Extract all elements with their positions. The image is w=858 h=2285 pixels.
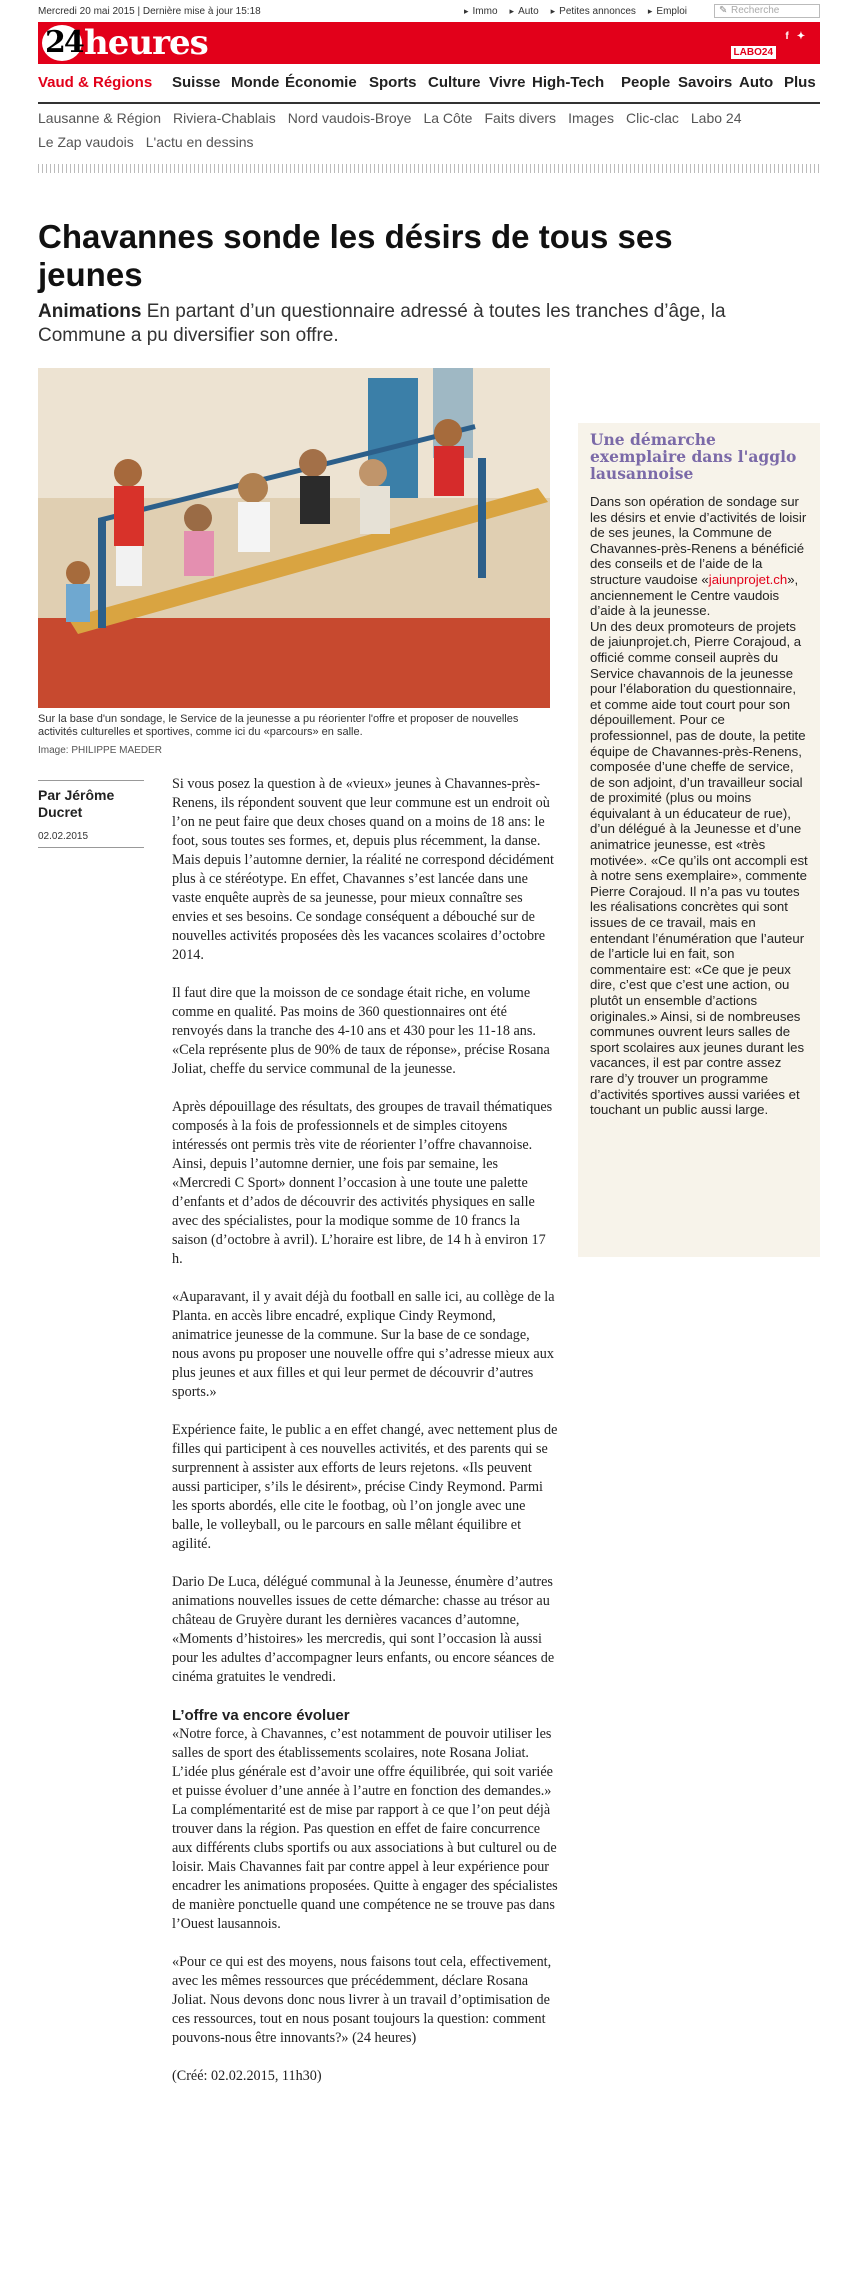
nav-high-tech[interactable]: High-Tech (532, 74, 605, 91)
subnav-images[interactable]: Images (568, 110, 614, 126)
article-title: Chavannes sonde les désirs de tous ses jeunes (38, 218, 673, 293)
article-date: 02.02.2015 (38, 831, 89, 842)
nav-plus[interactable]: Plus (784, 74, 816, 91)
social-links (782, 32, 806, 42)
nav-monde[interactable]: Monde (231, 74, 280, 91)
nav-vaud-regions[interactable]: Vaud & Régions (38, 74, 153, 91)
sidebar-text-intro: Dans son opération de sondage sur les désirs et envie d’activités de loisir de ses jeunes, la Commune de Chavannes-près-Renens a bénéficié des conseils et de l’aide de la structure vaudoise « (590, 494, 807, 587)
brand-bar (38, 22, 820, 64)
utility-link-immo[interactable]: ▸ Immo (464, 6, 498, 17)
twitter-icon[interactable]: ✦ (796, 31, 806, 42)
sidebar-text-after-link: », anciennement le Centre vaudois d’aide à la jeunesse. (590, 571, 799, 619)
subnav-clic-clac[interactable]: Clic-clac (625, 110, 679, 126)
article-lead-text: En partant d’un questionnaire adressé à toutes les tranches d’âge, la Commune a pu diversifier son offre. (38, 301, 726, 346)
utility-bar (38, 4, 820, 20)
utility-link-auto[interactable]: ▸ Auto (510, 6, 539, 17)
nav-people[interactable]: People (621, 74, 671, 91)
article-lead (38, 300, 778, 348)
photo-credit: Image: PHILIPPE MAEDER (38, 745, 162, 756)
article-subhead: L’offre va encore évoluer (172, 1707, 350, 1724)
utility-link-petites-annonces[interactable]: ▸ Petites annonces (551, 6, 636, 17)
facebook-icon[interactable]: f (785, 31, 789, 42)
site-logo[interactable] (42, 24, 208, 62)
logo-word: heures (84, 23, 208, 63)
subnav-actu-dessins[interactable]: L'actu en dessins (145, 134, 254, 150)
sidebar-box (578, 423, 820, 1257)
author-divider (38, 847, 144, 848)
nav-vivre[interactable]: Vivre (489, 74, 526, 91)
article-paragraph: «Auparavant, il y avait déjà du football en salle ici, au collège de la Planta. en accès libre encadré, explique Cindy Reymond, animatrice jeunesse de la commune. Sur la base de ce sondage, nous avons pu proposer une nouvelle offre qui s’adresse mieux aux plus jeunes et aux filles et qui leur permet de découvrir d’autres sports.» (172, 1289, 555, 1400)
utility-link-emploi[interactable]: ▸ Emploi (648, 6, 687, 17)
sidebar-title: Une démarche exemplaire dans l'agglo lausannoise (590, 430, 797, 483)
section-divider (38, 164, 820, 173)
article-photo[interactable] (38, 368, 550, 708)
nav-savoirs[interactable]: Savoirs (678, 74, 733, 91)
subnav-lausanne-region[interactable]: Lausanne & Région (38, 110, 161, 126)
nav-auto[interactable]: Auto (739, 74, 774, 91)
article-created: (Créé: 02.02.2015, 11h30) (172, 2068, 322, 2084)
article-paragraph: «Notre force, à Chavannes, c’est notamment de pouvoir utiliser les salles de sport des établissements scolaires, note Rosana Joliat. L’idée plus générale est d’avoir une offre équilibrée, qui soit variée et puisse évoluer d’une année à l’autre en fonction des demandes.» La complémentarité est de mise par rapport à ce que l’on peut déjà trouver dans la région. Pas question en effet de faire concurrence aux différents clubs sportifs ou aux associations à but culturel ou de loisir. Mais Chavannes fait par contre appel à leur expérience pour encadrer les animations proposées. Quitte à engager des spécialistes de manière ponctuelle quand une compétence ne se trouve pas dans l’Ouest lausannois. (172, 1726, 558, 1932)
pencil-icon: ✎ (719, 5, 728, 16)
sidebar-text (590, 494, 808, 1118)
search-placeholder: Recherche (731, 5, 780, 16)
nav-suisse[interactable]: Suisse (172, 74, 221, 91)
nav-economie[interactable]: Économie (285, 74, 357, 91)
sidebar-text-main: Un des deux promoteurs de projets de jaiunprojet.ch, Pierre Corajoud, a officié comme conseil auprès du Service chavannois de la jeunesse pour l’élaboration du questionnaire, et comme aide tout court pour son dépouillement. Pour ce professionnel, pas de doute, la petite équipe de Chavannes-près-Renens, composée d’une cheffe de service, de son adjoint, d’un travailleur social de proximité (plus ou moins équivalant à un éducateur de rue), d’un délégué à la Jeunesse et d’une animatrice jeunesse, est «très motivée». «Ce qu’ils ont accompli est à notre sens exemplaire», commente Pierre Corajoud. Il n’a pas vu toutes les réalisations concrètes qui sont issues de ce travail, mais en entendant l’énumération que l’auteur de l’article lui en fait, son commentaire est: «Ce que je peux dire, c’est que c’est une action, ou plutôt un ensemble d’actions originales.» Ainsi, si de nombreuses communes ouvrent leurs salles de sport scolaires aux jeunes durant les vacances, il est par contre assez rare d’y trouver un programme d’activités sportives aussi variées et touchant un public aussi large. (590, 618, 808, 1118)
search-input[interactable] (714, 4, 820, 18)
photo-illustration (38, 368, 550, 708)
subnav-faits-divers[interactable]: Faits divers (484, 110, 557, 126)
subnav-la-cote[interactable]: La Côte (423, 110, 473, 126)
article-body (172, 775, 558, 2105)
sub-nav (38, 106, 820, 154)
article-paragraph: Dario De Luca, délégué communal à la Jeunesse, énumère d’autres animations nouvelles issues de cette démarche: chasse au trésor au château de Gruyère durant les dernières vacances d’automne, «Moments d’histoires» les mercredis, qui sont l’occasion là aussi pour les adultes d’accompagner leurs enfants, ou encore séances de cinéma gratuites le vendredi. (172, 1574, 555, 1685)
article-paragraph: Expérience faite, le public a en effet changé, avec nettement plus de filles qui participent à ces nouvelles activités, et des parents qui se surprennent à assister aux efforts de leurs rejetons. «Ils peuvent aussi participer, s’ils le désirent», précise Cindy Reymond. Parmi les sports abordés, elle cite le footbag, où l’on jongle avec une balle, le volleyball, ou le parcours en salle mêlant équilibre et agilité. (172, 1422, 558, 1552)
photo-caption: Sur la base d'un sondage, le Service de la jeunesse a pu réorienter l'offre et proposer de nouvelles activités culturelles et sportives, comme ici du «parcours» en salle. (38, 713, 519, 738)
subnav-riviera-chablais[interactable]: Riviera-Chablais (173, 110, 276, 126)
author-name[interactable]: Par Jérôme Ducret (38, 787, 115, 820)
logo-number: 24 (42, 25, 82, 61)
sidebar-link-jaiunprojet[interactable]: jaiunprojet.ch (708, 571, 788, 587)
article-kicker: Animations (38, 301, 142, 322)
nav-culture[interactable]: Culture (428, 74, 481, 91)
utility-links (464, 6, 687, 17)
header-date: Mercredi 20 mai 2015 | Dernière mise à jour 15:18 (38, 6, 261, 17)
main-nav (38, 74, 820, 104)
author-box (38, 780, 144, 842)
nav-sports[interactable]: Sports (369, 74, 417, 91)
subnav-labo-24[interactable]: Labo 24 (690, 110, 742, 126)
article-paragraph: Après dépouillage des résultats, des groupes de travail thématiques composés à la fois de professionnels et de simples citoyens intéressés ont permis très vite de réorienter l’offre chavannoise. Ainsi, depuis l’automne dernier, une fois par semaine, les «Mercredi C Sport» donnent l’occasion à une toute une palette d’enfants et d’ados de découvrir des activités physiques en salle avec des spécialistes, pour la modique somme de 10 francs la saison (d’octobre à avril). L’horaire est libre, de 14 h à environ 17 h. (172, 1099, 553, 1267)
labo24-badge[interactable]: LABO24 (731, 46, 776, 59)
article-paragraph: «Pour ce qui est des moyens, nous faisons tout cela, effectivement, avec les mêmes ressources que précédemment, déclare Rosana Joliat. Nous devons donc nous livrer à un travail d’optimisation de ces ressources, tout en nous posant toujours la question: comment pouvons-nous être innovants?» (24 heures) (172, 1954, 552, 2046)
article-paragraph: Si vous posez la question à de «vieux» jeunes à Chavannes-près-Renens, ils répondent souvent que leur commune est un endroit où l’on ne peut faire que deux choses quand on a moins de 18 ans: le foot, sous toutes ses formes, et, depuis plus récemment, la danse. Mais depuis l’automne dernier, la réalité ne correspond décidément plus à ce stéréotype. En effet, Chavannes s’est lancée dans une vaste enquête auprès de sa jeunesse, pour mieux connaître ses envies et ses besoins. Ce sondage conséquent a débouché sur de nouvelles activités proposées dès les vacances scolaires d’octobre 2014. (172, 776, 554, 963)
article-paragraph: Il faut dire que la moisson de ce sondage était riche, en volume comme en qualité. Pas moins de 360 questionnaires ont été renvoyés dans la tranche des 4-10 ans et 430 pour les 11-18 ans. «Cela représente plus de 90% de taux de réponse», précise Rosana Joliat, cheffe du service communal de la jeunesse. (172, 985, 550, 1077)
subnav-zap-vaudois[interactable]: Le Zap vaudois (38, 134, 134, 150)
subnav-nord-vaudois-broye[interactable]: Nord vaudois-Broye (287, 110, 412, 126)
